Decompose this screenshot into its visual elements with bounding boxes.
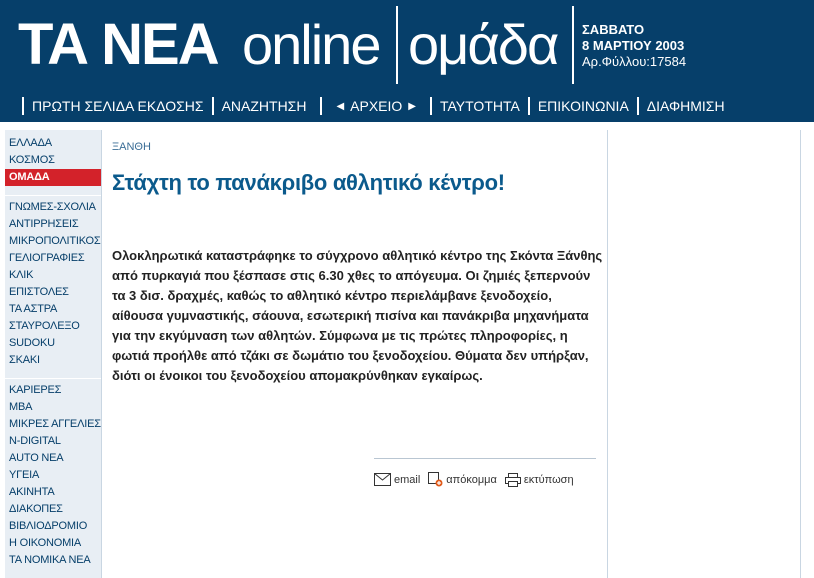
issue-info [582, 22, 686, 70]
article-section: ΞΑΝΘΗ [112, 141, 151, 153]
sidebar-group-main [5, 130, 101, 186]
clip-label: απόκομμα [446, 473, 497, 486]
nav-search[interactable] [212, 97, 315, 115]
sidebar-divider [5, 186, 101, 196]
nav-ads[interactable] [637, 97, 733, 115]
print-button[interactable] [505, 473, 574, 487]
top-navigation [22, 96, 733, 116]
article-title: Στάχτη το πανάκριβο αθλητικό κέντρο! [112, 170, 505, 195]
triangle-left-icon[interactable]: ◀ [336, 100, 345, 112]
section-logo: ομάδα [408, 12, 558, 76]
article-body: Ολοκληρωτικά καταστράφηκε το σύγχρονο αθλητικό κέντρο της Σκόντα Ξάνθης από πυρκαγιά που ξέσπασε στις 6.30 χθες το απόγευμα. Οι ζημιές ξεπερνούν τα 3 δισ. δραχμές, καθώς το αθλητικό κέντρο περιελάμβανε ξενοδοχείο, αίθουσα γυμναστικής, σάουνα, εσωτερική πισίνα και πανάκριβα μηχανήματα για την εκγύμναση των αθλητών. Σύμφωνα με τις πρώτες πληροφορίες, η φωτιά προήλθε από τζάκι σε δωμάτιο του ξενοδοχείου. Θύματα δεν υπήρξαν, διότι οι ένοικοι του ξενοδοχείου απομακρύνθηκαν εγκαίρως. [112, 248, 603, 383]
nav-identity-label: ΤΑΥΤΟΤΗΤΑ [439, 98, 520, 114]
sidebar-divider [5, 369, 101, 379]
sidebar-group-opinion [5, 199, 101, 369]
clipping-icon [428, 472, 443, 487]
sidebar-group-supplements [5, 382, 101, 569]
sidebar-item[interactable]: ΥΓΕΙΑ [9, 469, 40, 481]
page-edge [801, 130, 814, 578]
logo-divider [396, 6, 398, 84]
sidebar-item[interactable]: AUTO ΝΕΑ [9, 452, 64, 464]
sidebar-item[interactable]: ΑΝΤΙΡΡΗΣΕΙΣ [9, 218, 79, 230]
nav-contact[interactable] [528, 97, 637, 115]
email-button[interactable] [374, 473, 420, 486]
email-label: email [394, 473, 421, 486]
article-area [102, 130, 607, 578]
logo-ta-nea[interactable]: ΤΑ ΝΕΑ [18, 11, 218, 77]
sidebar-item[interactable]: ΑΚΙΝΗΤΑ [9, 486, 55, 498]
sidebar-item[interactable]: ΜΙΚΡΟΠΟΛΙΤΙΚΟΣ [9, 235, 101, 247]
sidebar-item[interactable]: ΚΛΙΚ [9, 269, 34, 281]
triangle-right-icon[interactable]: ▶ [408, 100, 416, 112]
sidebar-item-active[interactable]: ΟΜΑΔΑ [5, 169, 101, 186]
sidebar-item[interactable]: ΣΤΑΥΡΟΛΕΞΟ [9, 320, 80, 332]
article-tools [374, 458, 596, 487]
nav-archive-label: ΑΡΧΕΙΟ [350, 98, 403, 114]
sidebar-item[interactable]: ΚΑΡΙΕΡΕΣ [9, 384, 62, 396]
nav-archive[interactable] [320, 97, 430, 115]
nav-ads-label: ΔΙΑΦΗΜΙΣΗ [646, 98, 725, 114]
sidebar-item[interactable]: ΓΕΛΙΟΓΡΑΦΙΕΣ [9, 252, 85, 264]
sidebar-item[interactable]: ΕΠΙΣΤΟΛΕΣ [9, 286, 69, 298]
sidebar-item[interactable]: Η ΟΙΚΟΝΟΜΙΑ [9, 537, 82, 549]
sidebar-item[interactable]: ΤΑ ΑΣΤΡΑ [9, 303, 58, 315]
sidebar-item[interactable]: MBA [9, 401, 33, 413]
nav-front-page[interactable] [22, 97, 212, 115]
issue-date: 8 ΜΑΡΤΙΟΥ 2003 [582, 38, 685, 53]
sidebar-item[interactable]: ΔΙΑΚΟΠΕΣ [9, 503, 63, 515]
logo-online[interactable]: online [242, 12, 380, 76]
sidebar-item[interactable]: SUDOKU [9, 337, 55, 349]
header-divider [572, 6, 574, 84]
sidebar-item[interactable]: ΕΛΛΑΔΑ [9, 137, 52, 149]
nav-contact-label: ΕΠΙΚΟΙΝΩΝΙΑ [537, 98, 629, 114]
sidebar-item[interactable]: ΓΝΩΜΕΣ-ΣΧΟΛΙΑ [9, 201, 96, 213]
sidebar-item[interactable]: ΚΟΣΜΟΣ [9, 154, 55, 166]
right-column [607, 130, 801, 578]
clip-button[interactable] [428, 472, 497, 487]
nav-search-label: ΑΝΑΖΗΤΗΣΗ [221, 98, 307, 114]
sidebar-item[interactable]: ΤΑ ΝΟΜΙΚΑ ΝΕΑ [9, 554, 91, 566]
issue-day: ΣΑΒΒΑΤΟ [582, 22, 645, 37]
sidebar-item[interactable]: ΒΙΒΛΙΟΔΡΟΜΙΟ [9, 520, 88, 532]
printer-icon [505, 473, 521, 487]
sidebar-item[interactable]: ΣΚΑΚΙ [9, 354, 40, 366]
sidebar-item[interactable]: ΜΙΚΡΕΣ ΑΓΓΕΛΙΕΣ [9, 418, 101, 430]
nav-front-page-label: ΠΡΩΤΗ ΣΕΛΙΔΑ ΕΚΔΟΣΗΣ [32, 98, 204, 114]
print-label: εκτύπωση [523, 473, 574, 486]
nav-identity[interactable] [430, 97, 528, 115]
envelope-icon [374, 473, 391, 486]
sidebar-item[interactable]: N-DIGITAL [9, 435, 61, 447]
left-sidebar [5, 130, 102, 578]
issue-number: Αρ.Φύλλου:17584 [582, 54, 687, 69]
site-header [0, 0, 814, 122]
